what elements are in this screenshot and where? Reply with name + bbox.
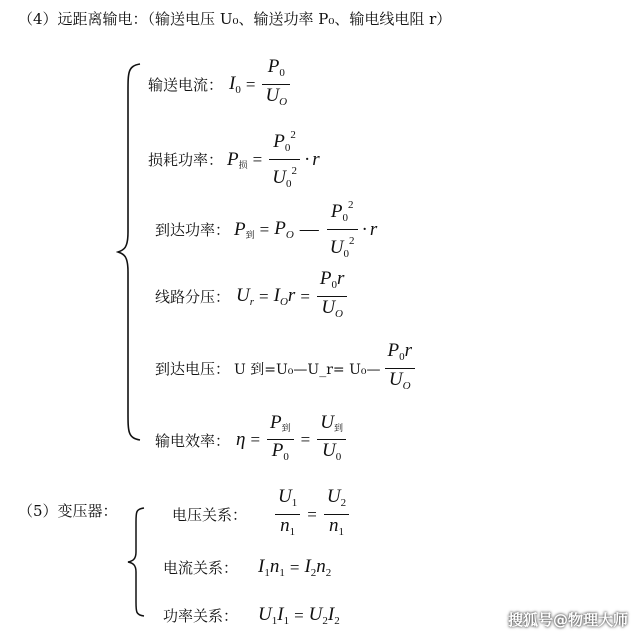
formula-line-voltage-drop: 线路分压： $U_r$ = $I_Or$ = $\frac{P_0r}{U_O}$ (155, 268, 349, 325)
section-4-heading: （4）远距离输电：（输送电压 U₀、输送功率 P₀、输电线电阻 r） (18, 10, 452, 28)
formula-current-relation: 电流关系： $I_1n_1$ = $I_2n_2$ (163, 556, 332, 579)
formula-arrival-voltage: 到达电压： U 到=U₀—U_r= U₀— $\frac{P_0r}{U_O}$ (155, 340, 417, 397)
left-brace-section-4 (116, 62, 146, 442)
label-line-voltage-drop: 线路分压： (155, 288, 231, 306)
label-transmission-current: 输送电流： (148, 76, 224, 94)
formula-power-relation: 功率关系： $U_1I_1$ = $U_2I_2$ (163, 604, 340, 627)
label-current-relation: 电流关系： (163, 559, 239, 577)
label-power-loss: 损耗功率： (148, 151, 224, 169)
arrival-voltage-expression: U 到=U₀—U_r= U₀— (234, 361, 381, 378)
formula-power-loss: 损耗功率： P损 = $\frac{P_0^2}{U_0^2}$ · r (148, 124, 320, 195)
left-brace-section-5 (126, 506, 148, 618)
label-voltage-relation: 电压关系： (172, 506, 248, 524)
section-5-heading: （5）变压器： (18, 502, 118, 520)
watermark: 搜狐号@物理大师 (507, 611, 628, 629)
formula-arrival-power: 到达功率： P到 = $P_O$ — $\frac{P_0^2}{U_0^2}$ · r (155, 194, 377, 265)
formula-transmission-efficiency: 输电效率： η = $\frac{\text{P到}}{P_0}$ = $\frac{\text{U到}}{U_0}$ (155, 412, 348, 468)
formula-voltage-relation: 电压关系： $\frac{U_1}{n_1}$ = $\frac{U_2}{n_1}$ (172, 486, 351, 543)
formula-transmission-current: 输送电流： $I_0$ = $\frac{P_0}{U_O}$ (148, 56, 292, 113)
label-transmission-efficiency: 输电效率： (155, 431, 231, 450)
label-power-relation: 功率关系： (163, 607, 239, 625)
label-arrival-power: 到达功率： (155, 221, 231, 239)
label-arrival-voltage: 到达电压： (155, 360, 231, 378)
